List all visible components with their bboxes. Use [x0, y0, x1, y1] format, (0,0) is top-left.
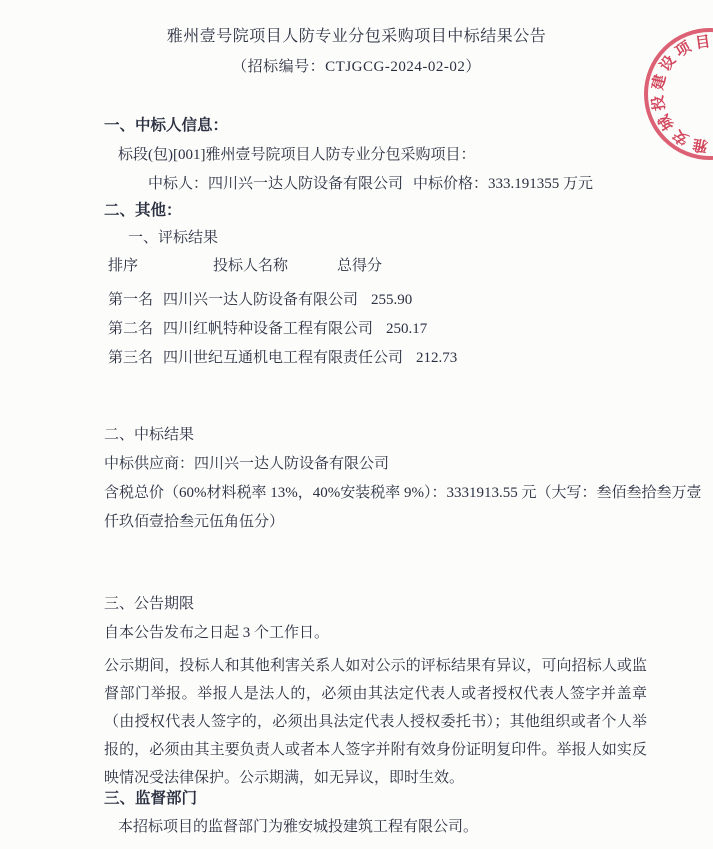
- stamp-character: 项: [672, 38, 695, 61]
- evaluation-table-rows: [108, 286, 457, 373]
- total-price-line-1: 含税总价（60%材料税率 13%，40%安装税率 9%）：3331913.55 元（大写：叁佰叁拾叁万壹: [104, 485, 702, 501]
- price-group: [413, 175, 593, 194]
- header-rank: 排序: [108, 258, 139, 274]
- section-winner-info-heading: 一、中标人信息：: [104, 117, 229, 134]
- rank-cell: 第一名: [108, 292, 154, 308]
- header-bidder: 投标人名称: [213, 258, 289, 274]
- stamp-character: 安: [670, 125, 692, 149]
- supervision-department-body: 本招标项目的监督部门为雅安城投建筑工程有限公司。: [118, 819, 479, 835]
- header-score: 总得分: [337, 258, 383, 274]
- rank-cell: 第二名: [108, 321, 154, 337]
- winner-name: 四川兴一达人防设备有限公司: [208, 176, 404, 192]
- score-cell: 250.17: [386, 321, 428, 337]
- price-label: 中标价格：: [413, 176, 489, 192]
- stamp-character: 建: [649, 73, 670, 92]
- announcement-period-heading: 三、公告期限: [104, 596, 195, 612]
- price-value: 333.191355 万元: [488, 176, 594, 192]
- stamp-character: 雅: [691, 135, 710, 155]
- score-cell: 255.90: [371, 292, 413, 308]
- table-row: [108, 286, 457, 315]
- bidder-cell: 四川红帆特种设备工程有限公司: [163, 321, 374, 337]
- rank-cell: 第三名: [108, 350, 154, 366]
- winner-label: 中标人：: [148, 176, 209, 192]
- evaluation-table-header: [104, 257, 524, 277]
- announcement-period-line: 自本公告发布之日起 3 个工作日。: [104, 625, 330, 641]
- table-row: [108, 315, 457, 344]
- score-cell: 212.73: [416, 350, 458, 366]
- bidder-cell: 四川世纪互通机电工程有限责任公司: [163, 350, 404, 366]
- section-other-heading: 二、其他：: [104, 202, 182, 219]
- stamp-character: 城: [655, 111, 678, 134]
- objection-notice-paragraph: 公示期间，投标人和其他利害关系人如对公示的评标结果有异议，可向招标人或监督部门举报。举报人是法人的，必须由其法定代表人或者授权代表人签字并盖章（由授权代表人签字的，必须出具法定代表人授权委托书）；其他组织或者个人举报的，必须由其主要负责人或者本人签字并附有效身份证明复印件。举报人如实反映情况受法律保护。公示期满，如无异议，即时生效。: [104, 658, 647, 786]
- stamp-character: 目: [694, 33, 712, 53]
- winner-line: [148, 175, 594, 194]
- total-price-line-2: 仟玖佰壹拾叁元伍角伍分）: [104, 514, 285, 530]
- table-row: [108, 344, 457, 373]
- page-title: 雅州壹号院项目人防专业分包采购项目中标结果公告: [166, 28, 547, 45]
- bid-result-heading: 二、中标结果: [104, 427, 195, 443]
- package-line: 标段(包)[001]雅州壹号院项目人防专业分包采购项目：: [118, 147, 476, 163]
- bidder-cell: 四川兴一达人防设备有限公司: [163, 292, 359, 308]
- stamp-character: 投: [649, 94, 669, 112]
- stamp-character: 设: [656, 52, 680, 75]
- tender-number: （招标编号：CTJGCG-2024-02-02）: [232, 59, 481, 75]
- supervision-department-heading: 三、监督部门: [104, 790, 198, 807]
- evaluation-result-heading: 一、评标结果: [128, 230, 219, 246]
- supplier-line: 中标供应商：四川兴一达人防设备有限公司: [104, 456, 390, 472]
